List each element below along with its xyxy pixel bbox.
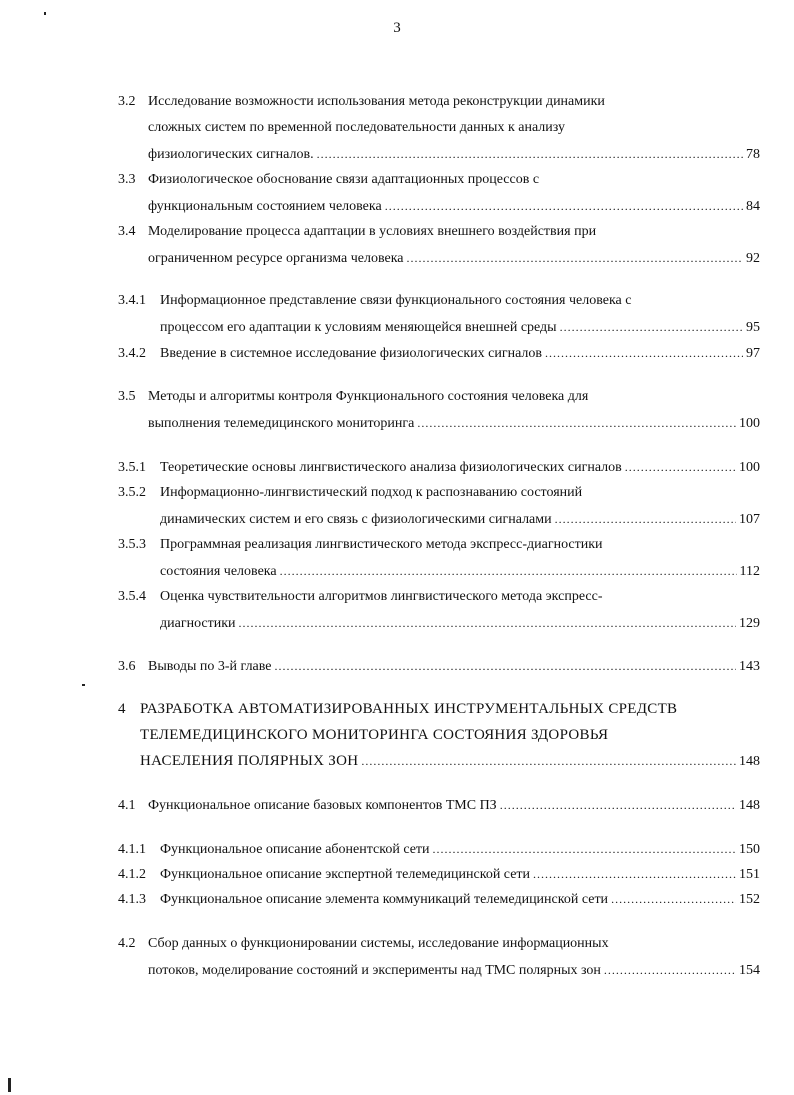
toc-entry-3-6 bbox=[118, 657, 760, 676]
entry-page: 84 bbox=[746, 199, 760, 214]
entry-page: 148 bbox=[739, 798, 760, 813]
entry-number: 3.4 bbox=[118, 224, 136, 239]
toc-entry-3-5-3 bbox=[118, 536, 603, 554]
entry-title-line: состояния человека bbox=[160, 564, 277, 579]
leader-dots bbox=[385, 197, 743, 215]
entry-title-line: РАЗРАБОТКА АВТОМАТИЗИРОВАННЫХ ИНСТРУМЕНТАЛЬНЫХ СРЕДСТВ bbox=[140, 701, 678, 717]
leader-dots bbox=[407, 249, 744, 267]
toc-entry-4-2-last-line bbox=[148, 961, 760, 980]
entry-page: 97 bbox=[746, 346, 760, 361]
toc-entry-3-5 bbox=[118, 388, 588, 406]
scan-speck bbox=[82, 684, 85, 686]
scan-speck bbox=[44, 12, 46, 15]
toc-entry-3-5-2-last-line bbox=[160, 510, 760, 529]
entry-number: 3.5 bbox=[118, 389, 136, 404]
entry-title-line: Моделирование процесса адаптации в условиях внешнего воздействия при bbox=[148, 224, 597, 239]
entry-number: 4.1.2 bbox=[118, 867, 146, 882]
leader-dots bbox=[611, 890, 736, 908]
entry-page: 112 bbox=[739, 564, 760, 579]
entry-page: 95 bbox=[746, 320, 760, 335]
entry-page: 100 bbox=[739, 416, 760, 431]
leader-dots bbox=[417, 414, 736, 432]
toc-entry-3-2-last-line bbox=[148, 145, 760, 164]
toc-entry-3-4-1-last-line bbox=[160, 318, 760, 337]
entry-page: 129 bbox=[739, 616, 760, 631]
leader-dots bbox=[317, 145, 743, 163]
entry-number: 3.6 bbox=[118, 659, 136, 674]
entry-title-line: Введение в системное исследование физиологических сигналов bbox=[160, 346, 543, 361]
leader-dots bbox=[555, 510, 736, 528]
entry-number: 4.1.3 bbox=[118, 892, 146, 907]
entry-title-line: Физиологическое обоснование связи адаптационных процессов с bbox=[148, 172, 540, 187]
entry-page: 150 bbox=[739, 842, 760, 857]
entry-page: 92 bbox=[746, 251, 760, 266]
entry-page: 143 bbox=[739, 659, 760, 674]
leader-dots bbox=[533, 865, 736, 883]
entry-number: 3.4.2 bbox=[118, 346, 146, 361]
toc-entry-4-1-1 bbox=[118, 840, 760, 859]
leader-dots bbox=[361, 752, 736, 770]
entry-title-line: Функциональное описание базовых компонентов ТМС ПЗ bbox=[148, 798, 497, 813]
scan-edge-mark bbox=[8, 1078, 11, 1092]
toc-entry-3-3-last-line bbox=[148, 197, 760, 216]
entry-number: 4.1 bbox=[118, 798, 136, 813]
entry-title-line: Функциональное описание абонентской сети bbox=[160, 842, 430, 857]
entry-number: 3.5.4 bbox=[118, 589, 146, 604]
toc-entry-3-4-1 bbox=[118, 292, 631, 310]
page-number: 3 bbox=[393, 20, 401, 36]
entry-page: 151 bbox=[739, 867, 760, 882]
entry-number: 4.1.1 bbox=[118, 842, 146, 857]
entry-number: 3.5.3 bbox=[118, 537, 146, 552]
toc-entry-4-1-2 bbox=[118, 865, 760, 884]
entry-title-line: Программная реализация лингвистического метода экспресс-диагностики bbox=[160, 537, 603, 552]
entry-title-line: Выводы по 3-й главе bbox=[148, 659, 272, 674]
entry-page: 152 bbox=[739, 892, 760, 907]
entry-title-line: ограниченном ресурсе организма человека bbox=[148, 251, 404, 266]
leader-dots bbox=[433, 840, 736, 858]
leader-dots bbox=[239, 614, 736, 632]
toc-entry-3-4 bbox=[118, 223, 596, 241]
entry-page: 154 bbox=[739, 963, 760, 978]
toc-entry-3-5-3-last-line bbox=[160, 562, 760, 581]
leader-dots bbox=[604, 961, 736, 979]
toc-entry-3-5-1 bbox=[118, 458, 760, 477]
toc-entry-3-5-last-line bbox=[148, 414, 760, 433]
leader-dots bbox=[560, 318, 743, 336]
entry-page: 107 bbox=[739, 512, 760, 527]
toc-entry-4-2 bbox=[118, 935, 609, 953]
toc-entry-4-1 bbox=[118, 796, 760, 815]
entry-title-line: выполнения телемедицинского мониторинга bbox=[148, 416, 415, 431]
entry-number: 3.5.1 bbox=[118, 460, 146, 475]
toc-entry-3-3 bbox=[118, 171, 539, 189]
entry-title-line: процессом его адаптации к условиям меняющейся внешней среды bbox=[160, 320, 557, 335]
entry-title-line: НАСЕЛЕНИЯ ПОЛЯРНЫХ ЗОН bbox=[140, 753, 359, 769]
entry-number: 3.3 bbox=[118, 172, 136, 187]
leader-dots bbox=[280, 562, 737, 580]
leader-dots bbox=[625, 458, 736, 476]
toc-entry-4-1-3 bbox=[118, 890, 760, 909]
entry-title-line: Функциональное описание экспертной телемедицинской сети bbox=[160, 867, 531, 882]
toc-entry-3-5-4 bbox=[118, 588, 602, 606]
entry-title-line: Методы и алгоритмы контроля Функционального состояния человека для bbox=[148, 389, 589, 404]
toc-entry-3-4-last-line bbox=[148, 249, 760, 268]
entry-page: 78 bbox=[746, 147, 760, 162]
entry-title-line: Информационное представление связи функционального состояния человека с bbox=[160, 293, 632, 308]
leader-dots bbox=[545, 344, 743, 362]
entry-page: 148 bbox=[739, 754, 760, 769]
entry-title-line: Оценка чувствительности алгоритмов лингвистического метода экспресс- bbox=[160, 589, 603, 604]
toc-entry-3-4-2 bbox=[118, 344, 760, 363]
entry-title-line: функциональным состоянием человека bbox=[148, 199, 382, 214]
entry-title-line: динамических систем и его связь с физиологическими сигналами bbox=[160, 512, 552, 527]
entry-title-line: ТЕЛЕМЕДИЦИНСКОГО МОНИТОРИНГА СОСТОЯНИЯ ЗДОРОВЬЯ bbox=[140, 727, 609, 743]
toc-entry-3-5-4-last-line bbox=[160, 614, 760, 633]
leader-dots bbox=[500, 796, 736, 814]
entry-title-line: физиологических сигналов. bbox=[148, 147, 314, 162]
entry-number: 3.5.2 bbox=[118, 485, 146, 500]
entry-title-line: Теоретические основы лингвистического анализа физиологических сигналов bbox=[160, 460, 622, 475]
toc-entry-3-2 bbox=[118, 93, 605, 111]
toc-chapter-4 bbox=[118, 700, 677, 718]
leader-dots bbox=[275, 657, 736, 675]
entry-number: 4.2 bbox=[118, 936, 136, 951]
entry-number: 3.4.1 bbox=[118, 293, 146, 308]
toc-entry-3-5-2 bbox=[118, 484, 582, 502]
entry-title-line: Исследование возможности использования метода реконструкции динамики bbox=[148, 94, 605, 109]
entry-title-line: сложных систем по временной последовательности данных к анализу bbox=[148, 120, 566, 135]
entry-title-line: диагностики bbox=[160, 616, 236, 631]
entry-number: 3.2 bbox=[118, 94, 136, 109]
entry-title-line: Информационно-лингвистический подход к распознаванию состояний bbox=[160, 485, 583, 500]
entry-title-line: потоков, моделирование состояний и эксперименты над ТМС полярных зон bbox=[148, 963, 601, 978]
entry-page: 100 bbox=[739, 460, 760, 475]
entry-title-line: Сбор данных о функционировании системы, исследование информационных bbox=[148, 936, 609, 951]
toc-chapter-4-last-line bbox=[140, 752, 760, 771]
entry-number: 4 bbox=[118, 701, 126, 717]
entry-title-line: Функциональное описание элемента коммуникаций телемедицинской сети bbox=[160, 892, 609, 907]
